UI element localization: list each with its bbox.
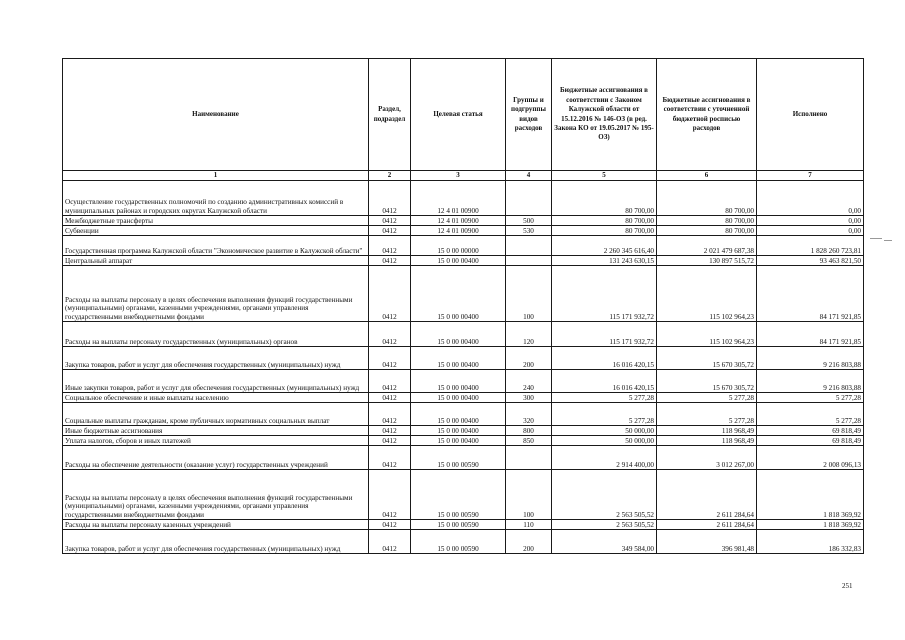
table-row	[63, 446, 864, 470]
row-section: 0412	[369, 530, 411, 554]
column-number: 7	[757, 171, 864, 181]
row-target: 15 0 00 00400	[411, 436, 506, 446]
row-revised-amount: 5 277,28	[657, 393, 757, 403]
table-row	[63, 216, 864, 226]
table-row	[63, 530, 864, 554]
table-row	[63, 181, 864, 216]
row-revised-amount: 118 968,49	[657, 426, 757, 436]
row-section: 0412	[369, 347, 411, 370]
row-group: 850	[506, 436, 552, 446]
table-row	[63, 403, 864, 426]
header-revised-allocations: Бюджетные ассигнования в соответствии с уточненной бюджетной росписью расходов	[657, 59, 757, 171]
row-target: 12 4 01 00900	[411, 226, 506, 236]
header-name: Наименование	[63, 59, 369, 171]
row-target: 12 4 01 00900	[411, 181, 506, 216]
row-section: 0412	[369, 370, 411, 393]
row-law-amount: 131 243 630,15	[552, 256, 657, 266]
row-name: Уплата налогов, сборов и иных платежей	[63, 436, 369, 446]
row-name: Межбюджетные трансферты	[63, 216, 369, 226]
row-target: 15 0 00 00400	[411, 322, 506, 347]
row-law-amount: 2 563 505,52	[552, 520, 657, 530]
row-group: 200	[506, 347, 552, 370]
table-row	[63, 426, 864, 436]
scan-mark	[884, 240, 892, 241]
row-revised-amount: 80 700,00	[657, 226, 757, 236]
row-section: 0412	[369, 181, 411, 216]
row-executed-amount: 9 216 803,88	[757, 370, 864, 393]
row-group: 530	[506, 226, 552, 236]
row-group: 240	[506, 370, 552, 393]
row-executed-amount: 5 277,28	[757, 403, 864, 426]
scan-mark	[870, 238, 882, 239]
row-executed-amount: 9 216 803,88	[757, 347, 864, 370]
row-group: 200	[506, 530, 552, 554]
table-row	[63, 226, 864, 236]
row-revised-amount: 80 700,00	[657, 181, 757, 216]
row-name: Государственная программа Калужской области "Экономическое развитие в Калужской области"	[63, 236, 369, 256]
row-target: 12 4 01 00900	[411, 216, 506, 226]
row-group: 110	[506, 520, 552, 530]
row-group	[506, 236, 552, 256]
row-revised-amount: 3 012 267,00	[657, 446, 757, 470]
row-executed-amount: 1 828 260 723,81	[757, 236, 864, 256]
row-law-amount: 80 700,00	[552, 216, 657, 226]
row-group	[506, 181, 552, 216]
row-name: Расходы на выплаты персоналу казенных учреждений	[63, 520, 369, 530]
row-target: 15 0 00 00400	[411, 266, 506, 322]
row-target: 15 0 00 00400	[411, 393, 506, 403]
row-law-amount: 115 171 932,72	[552, 266, 657, 322]
row-name: Иные бюджетные ассигнования	[63, 426, 369, 436]
header-executed: Исполнено	[757, 59, 864, 171]
row-target: 15 0 00 00400	[411, 426, 506, 436]
row-executed-amount: 84 171 921,85	[757, 322, 864, 347]
row-name: Субвенции	[63, 226, 369, 236]
column-number-row	[63, 171, 864, 181]
row-executed-amount: 5 277,28	[757, 393, 864, 403]
row-revised-amount: 115 102 964,23	[657, 322, 757, 347]
column-number: 6	[657, 171, 757, 181]
row-target: 15 0 00 00400	[411, 370, 506, 393]
column-number: 1	[63, 171, 369, 181]
row-revised-amount: 115 102 964,23	[657, 266, 757, 322]
row-target: 15 0 00 00400	[411, 256, 506, 266]
row-law-amount: 349 584,00	[552, 530, 657, 554]
row-executed-amount: 69 818,49	[757, 436, 864, 446]
row-name: Центральный аппарат	[63, 256, 369, 266]
table-row	[63, 436, 864, 446]
row-section: 0412	[369, 393, 411, 403]
row-executed-amount: 84 171 921,85	[757, 266, 864, 322]
row-executed-amount: 0,00	[757, 216, 864, 226]
header-section: Раздел, подраздел	[369, 59, 411, 171]
row-section: 0412	[369, 403, 411, 426]
table-row	[63, 370, 864, 393]
row-revised-amount: 2 611 284,64	[657, 520, 757, 530]
table-row	[63, 347, 864, 370]
page-number: 251	[842, 582, 853, 590]
row-section: 0412	[369, 322, 411, 347]
row-name: Социальные выплаты гражданам, кроме публичных нормативных социальных выплат	[63, 403, 369, 426]
row-law-amount: 2 914 400,00	[552, 446, 657, 470]
row-name: Закупка товаров, работ и услуг для обеспечения государственных (муниципальных) нужд	[63, 530, 369, 554]
row-section: 0412	[369, 470, 411, 520]
row-group: 300	[506, 393, 552, 403]
row-law-amount: 5 277,28	[552, 403, 657, 426]
row-section: 0412	[369, 226, 411, 236]
row-revised-amount: 2 021 479 687,38	[657, 236, 757, 256]
header-target: Целевая статья	[411, 59, 506, 171]
row-law-amount: 115 171 932,72	[552, 322, 657, 347]
row-name: Иные закупки товаров, работ и услуг для обеспечения государственных (муниципальных) нужд	[63, 370, 369, 393]
row-target: 15 0 00 00590	[411, 530, 506, 554]
row-revised-amount: 5 277,28	[657, 403, 757, 426]
table-row	[63, 256, 864, 266]
row-executed-amount: 2 008 096,13	[757, 446, 864, 470]
table-row	[63, 266, 864, 322]
row-section: 0412	[369, 236, 411, 256]
budget-table	[62, 58, 864, 554]
row-executed-amount: 69 818,49	[757, 426, 864, 436]
row-group: 500	[506, 216, 552, 226]
row-revised-amount: 15 670 305,72	[657, 370, 757, 393]
row-target: 15 0 00 00400	[411, 403, 506, 426]
row-law-amount: 2 260 345 616,40	[552, 236, 657, 256]
row-target: 15 0 00 00590	[411, 446, 506, 470]
row-name: Расходы на обеспечение деятельности (оказание услуг) государственных учреждений	[63, 446, 369, 470]
header-row	[63, 59, 864, 171]
row-group	[506, 256, 552, 266]
column-number: 2	[369, 171, 411, 181]
row-target: 15 0 00 00590	[411, 470, 506, 520]
row-revised-amount: 2 611 284,64	[657, 470, 757, 520]
row-executed-amount: 186 332,83	[757, 530, 864, 554]
row-law-amount: 80 700,00	[552, 181, 657, 216]
column-number: 5	[552, 171, 657, 181]
column-number: 3	[411, 171, 506, 181]
row-law-amount: 16 016 420,15	[552, 347, 657, 370]
row-revised-amount: 130 897 515,72	[657, 256, 757, 266]
row-revised-amount: 80 700,00	[657, 216, 757, 226]
row-executed-amount: 1 818 369,92	[757, 520, 864, 530]
table-row	[63, 393, 864, 403]
row-section: 0412	[369, 256, 411, 266]
row-section: 0412	[369, 216, 411, 226]
row-law-amount: 80 700,00	[552, 226, 657, 236]
table-row	[63, 236, 864, 256]
row-revised-amount: 396 981,48	[657, 530, 757, 554]
row-group: 320	[506, 403, 552, 426]
row-executed-amount: 0,00	[757, 226, 864, 236]
row-name: Закупка товаров, работ и услуг для обеспечения государственных (муниципальных) нужд	[63, 347, 369, 370]
row-law-amount: 50 000,00	[552, 436, 657, 446]
header-law-allocations: Бюджетные ассигнования в соответствии с Законом Калужской области от 15.12.2016 № 146-ОЗ (в ред. Закона КО от 19.05.2017 № 195-ОЗ)	[552, 59, 657, 171]
row-group	[506, 446, 552, 470]
row-section: 0412	[369, 426, 411, 436]
row-name: Расходы на выплаты персоналу в целях обеспечения выполнения функций государственными (муниципальными) органами, казенными учреждениями, органами управления государственными внебюджетными фондами	[63, 470, 369, 520]
row-section: 0412	[369, 266, 411, 322]
row-group: 100	[506, 470, 552, 520]
row-target: 15 0 00 00590	[411, 520, 506, 530]
row-name: Расходы на выплаты персоналу в целях обеспечения выполнения функций государственными (муниципальными) органами, казенными учреждениями, органами управления государственными внебюджетными фондами	[63, 266, 369, 322]
column-number: 4	[506, 171, 552, 181]
row-name: Социальное обеспечение и иные выплаты населению	[63, 393, 369, 403]
row-law-amount: 2 563 505,52	[552, 470, 657, 520]
row-target: 15 0 00 00400	[411, 347, 506, 370]
row-target: 15 0 00 00000	[411, 236, 506, 256]
row-section: 0412	[369, 436, 411, 446]
row-law-amount: 16 016 420,15	[552, 370, 657, 393]
row-section: 0412	[369, 446, 411, 470]
row-name: Осуществление государственных полномочий по созданию административных комиссий в муниципальных районах и городских округах Калужской области	[63, 181, 369, 216]
row-section: 0412	[369, 520, 411, 530]
row-revised-amount: 15 670 305,72	[657, 347, 757, 370]
row-law-amount: 5 277,28	[552, 393, 657, 403]
row-law-amount: 50 000,00	[552, 426, 657, 436]
row-executed-amount: 0,00	[757, 181, 864, 216]
row-executed-amount: 93 463 821,50	[757, 256, 864, 266]
row-revised-amount: 118 968,49	[657, 436, 757, 446]
row-group: 800	[506, 426, 552, 436]
row-group: 120	[506, 322, 552, 347]
header-groups: Группы и подгруппы видов расходов	[506, 59, 552, 171]
row-name: Расходы на выплаты персоналу государственных (муниципальных) органов	[63, 322, 369, 347]
table-row	[63, 470, 864, 520]
table-row	[63, 520, 864, 530]
row-executed-amount: 1 818 369,92	[757, 470, 864, 520]
row-group: 100	[506, 266, 552, 322]
table-row	[63, 322, 864, 347]
